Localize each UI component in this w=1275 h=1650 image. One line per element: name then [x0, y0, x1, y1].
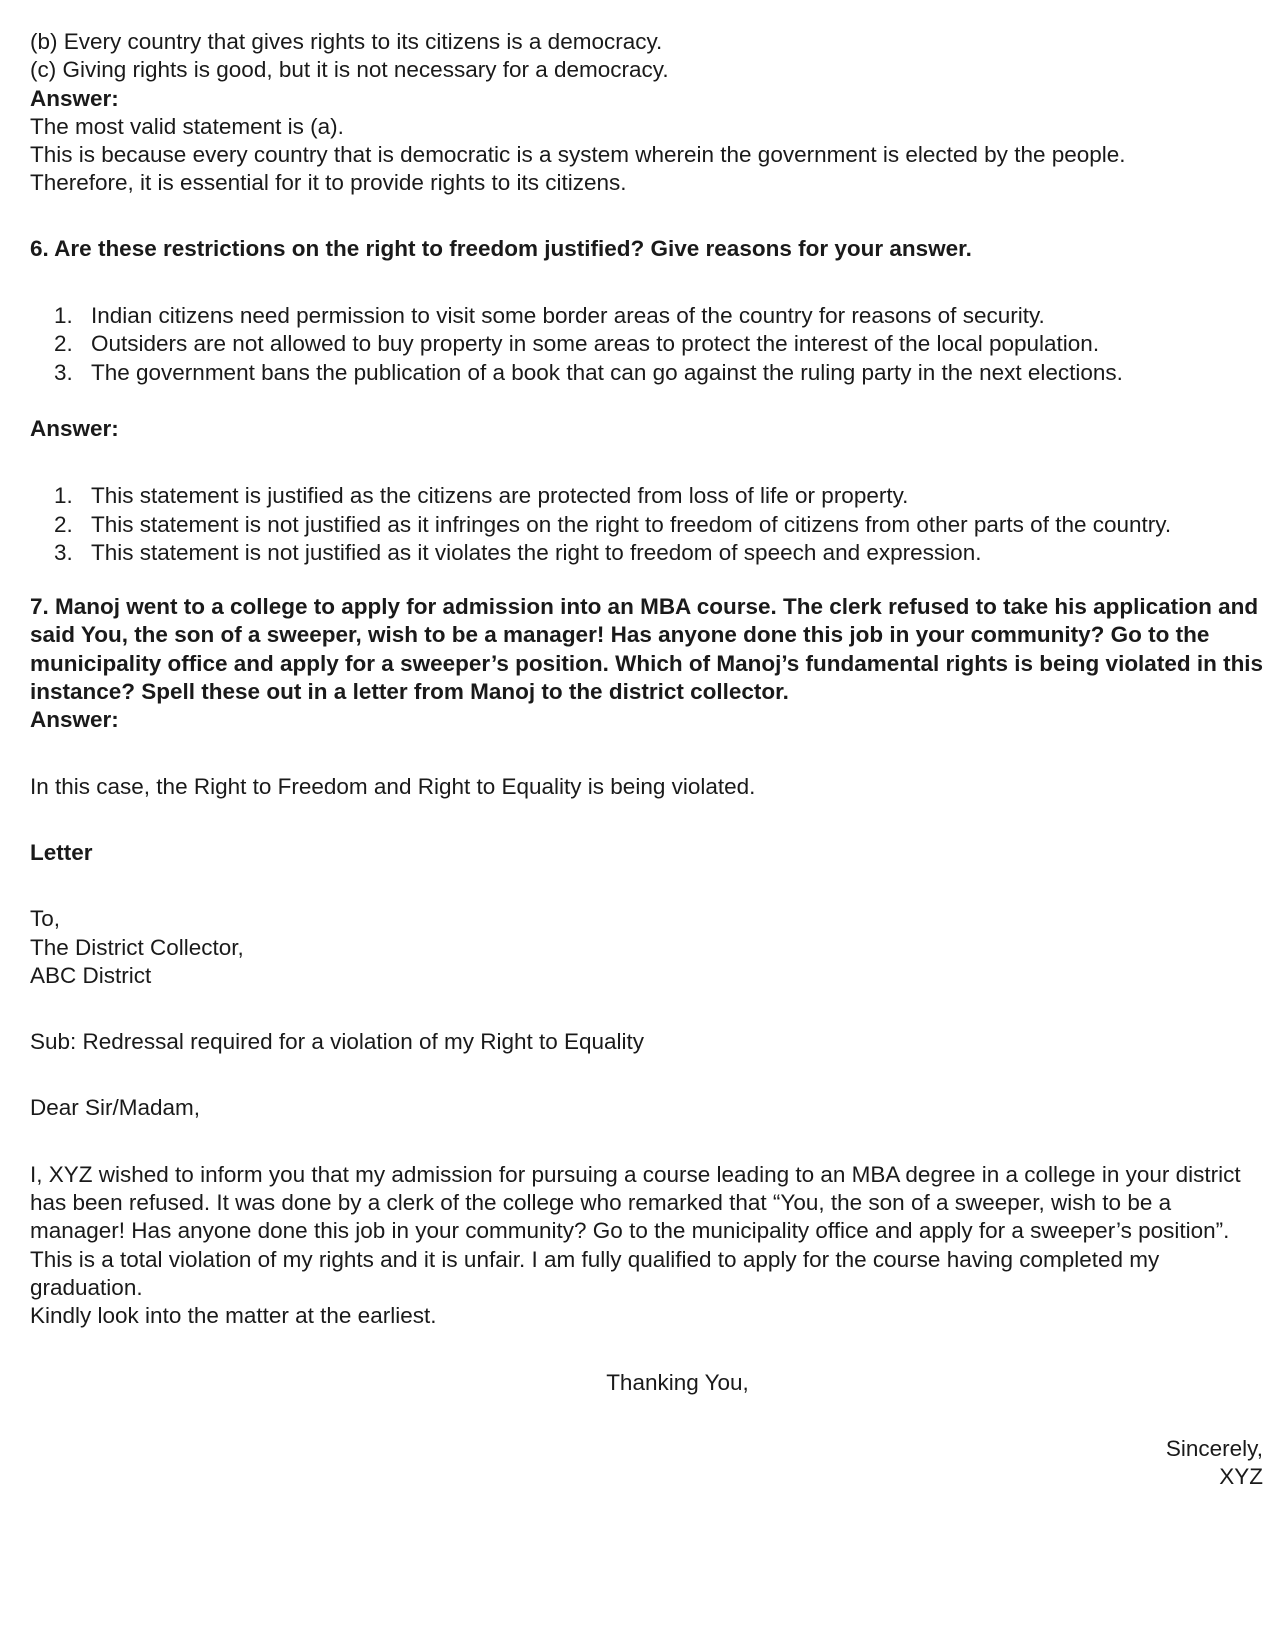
letter-subject: Sub: Redressal required for a violation of my Right to Equality	[30, 1029, 645, 1055]
list-number: 2.	[54, 511, 73, 537]
list-number: 2.	[54, 331, 73, 357]
list-item	[30, 302, 1241, 330]
list-number: 3.	[54, 359, 73, 385]
list-text: This statement is not justified as it infringes on the right to freedom of citizens from other parts of the country.	[91, 511, 1172, 537]
q6-answer-label: Answer:	[30, 415, 119, 441]
list-item	[30, 330, 1241, 358]
letter-thanks: Thanking You,	[606, 1369, 749, 1395]
q6-question: 6. Are these restrictions on the right to freedom justified? Give reasons for your answer.	[30, 235, 972, 261]
q6-restrictions-list	[30, 302, 1265, 387]
letter-heading: Letter	[30, 839, 93, 865]
list-number: 1.	[54, 303, 73, 329]
q5-option-b: (b) Every country that gives rights to its citizens is a democracy.	[30, 29, 663, 54]
list-text: Outsiders are not allowed to buy property in some areas to protect the interest of the local population.	[91, 331, 1100, 357]
q6-answers-list	[30, 482, 1265, 567]
letter-signoff: Sincerely,	[1165, 1435, 1263, 1461]
q7-answer-label: Answer:	[30, 707, 119, 733]
q7-question: 7. Manoj went to a college to apply for admission into an MBA course. The clerk refused to take his application and said You, the son of a sweeper, wish to be a manager! Has anyone done this job in your community? Go to the municipality office and apply for a sweeper’s position. Which of Manoj’s fundamental rights is being violated in this instance? Spell these out in a letter from Manoj to the district collector.	[30, 594, 1264, 705]
q7-answer-text: In this case, the Right to Freedom and Right to Equality is being violated.	[30, 773, 756, 799]
letter-salutation: Dear Sir/Madam,	[30, 1095, 201, 1121]
list-item	[30, 359, 1241, 387]
q5-answer-line: This is because every country that is democratic is a system wherein the government is elected by the people.	[30, 142, 1126, 168]
q5-answer-line: Therefore, it is essential for it to provide rights to its citizens.	[30, 170, 627, 196]
letter-recipient: The District Collector,	[30, 934, 244, 960]
q5-option-c: (c) Giving rights is good, but it is not necessary for a democracy.	[30, 57, 669, 83]
list-item	[30, 539, 1241, 567]
letter-district: ABC District	[30, 962, 152, 988]
q5-answer-label: Answer:	[30, 85, 119, 111]
list-text: The government bans the publication of a book that can go against the ruling party in the next elections.	[91, 359, 1123, 385]
letter-signature: XYZ	[1219, 1464, 1263, 1490]
list-item	[30, 482, 1241, 510]
list-text: This statement is not justified as it violates the right to freedom of speech and expression.	[91, 539, 982, 565]
list-number: 1.	[54, 483, 73, 509]
list-item	[30, 511, 1241, 539]
list-text: This statement is justified as the citizens are protected from loss of life or property.	[91, 483, 909, 509]
letter-body: I, XYZ wished to inform you that my admission for pursuing a course leading to an MBA degree in a college in your district has been refused. It was done by a clerk of the college who remarked that “You, the son of a sweeper, wish to be a manager! Has anyone done this job in your community? Go to the municipality office and apply for a sweeper’s position”. This is a total violation of my rights and it is unfair. I am fully qualified to apply for the course having completed my graduation.	[30, 1161, 1241, 1300]
list-text: Indian citizens need permission to visit some border areas of the country for reasons of security.	[91, 303, 1045, 329]
document-page	[30, 28, 1265, 1491]
q5-answer-line: The most valid statement is (a).	[30, 113, 344, 139]
list-number: 3.	[54, 539, 73, 565]
letter-to: To,	[30, 906, 61, 932]
letter-closing-request: Kindly look into the matter at the earliest.	[30, 1303, 437, 1329]
